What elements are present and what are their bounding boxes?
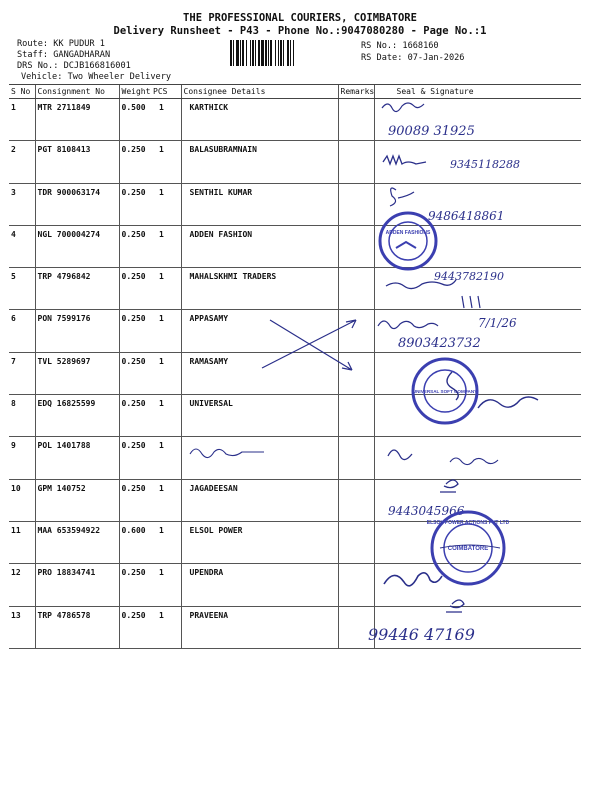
cell-consignment-no: PGT 8108413 <box>35 141 119 183</box>
cell-consignee: ELSOL POWER <box>181 521 338 563</box>
handwritten-phone-row-11: 9443045966 <box>388 504 465 518</box>
cell-pcs: 1 <box>151 268 181 310</box>
cell-pcs: 1 <box>151 606 181 648</box>
signature-row-12 <box>384 573 442 586</box>
cell-pcs: 1 <box>151 99 181 141</box>
cell-pcs: 1 <box>151 437 181 479</box>
staff-label: Staff: GANGADHARAN <box>17 50 111 60</box>
cell-pcs: 1 <box>151 183 181 225</box>
company-title: THE PROFESSIONAL COURIERS, COIMBATORE <box>183 12 417 24</box>
rs-number: RS No.: 1668160 <box>361 41 439 51</box>
cell-weight: 0.250 <box>119 395 151 437</box>
col-sno-header: S No <box>9 85 35 99</box>
cell-sno: 13 <box>9 606 35 648</box>
col-consignment-header: Consignment No <box>35 85 119 99</box>
cell-consignee: ADDEN FASHION <box>181 225 338 267</box>
cell-sno: 6 <box>9 310 35 352</box>
cell-pcs: 1 <box>151 141 181 183</box>
cell-pcs: 1 <box>151 479 181 521</box>
cell-weight: 0.250 <box>119 141 151 183</box>
cell-consignment-no: MTR 2711849 <box>35 99 119 141</box>
cell-consignment-no: TVL 5289697 <box>35 352 119 394</box>
route-label: Route: KK PUDUR 1 <box>17 39 105 49</box>
signature-row-1 <box>382 103 424 112</box>
stamp-adden-text: ADDEN FASHIONS <box>385 230 431 236</box>
cell-consignment-no: TRP 4786578 <box>35 606 119 648</box>
cell-weight: 0.250 <box>119 310 151 352</box>
cell-consignment-no: PON 7599176 <box>35 310 119 352</box>
cell-sno: 12 <box>9 564 35 606</box>
signature-row-2 <box>383 156 426 164</box>
cell-weight: 0.250 <box>119 352 151 394</box>
stamp-universal-text: UNIVERSAL SOFT COMPANY <box>412 389 478 394</box>
cell-sno: 3 <box>9 183 35 225</box>
cell-consignee: KARTHICK <box>181 99 338 141</box>
handwritten-phone-row-6: 8903423732 <box>398 336 481 351</box>
cell-consignee: APPASAMY <box>181 310 338 352</box>
cell-pcs: 1 <box>151 310 181 352</box>
cell-weight: 0.250 <box>119 225 151 267</box>
cell-consignee: MAHALSKHMI TRADERS <box>181 268 338 310</box>
cell-sno: 7 <box>9 352 35 394</box>
cell-consignee: JAGADEESAN <box>181 479 338 521</box>
cell-weight: 0.600 <box>119 521 151 563</box>
cell-weight: 0.250 <box>119 479 151 521</box>
cell-consignment-no: NGL 700004274 <box>35 225 119 267</box>
cell-weight: 0.250 <box>119 606 151 648</box>
stamp-elsol-city: COIMBATORE <box>447 546 489 552</box>
cell-weight: 0.250 <box>119 437 151 479</box>
signature-row-6 <box>378 321 438 329</box>
cell-sno: 9 <box>9 437 35 479</box>
cell-weight: 0.250 <box>119 564 151 606</box>
cell-pcs: 1 <box>151 521 181 563</box>
cell-sno: 5 <box>9 268 35 310</box>
cell-weight: 0.250 <box>119 268 151 310</box>
cell-consignment-no: TRP 4796842 <box>35 268 119 310</box>
cell-consignment-no: PRO 18834741 <box>35 564 119 606</box>
handwritten-phone-row-5: 9443782190 <box>434 270 504 283</box>
cell-consignee: PRAVEENA <box>181 606 338 648</box>
cell-pcs: 1 <box>151 225 181 267</box>
stamp-universal <box>413 359 477 423</box>
signature-row-7 <box>447 372 458 400</box>
cell-consignment-no: EDQ 16825599 <box>35 395 119 437</box>
col-weight-header: Weight <box>119 85 151 99</box>
cell-consignment-no: POL 1401788 <box>35 437 119 479</box>
stamp-elsol-text: ELSOL POWER ACTIONS PVT LTD <box>426 520 510 526</box>
signature-row-13 <box>446 600 464 612</box>
runsheet-title: Delivery Runsheet - P43 - Phone No.:9047080280 - Page No.:1 <box>113 25 487 37</box>
col-consignee-header: Consignee Details <box>181 85 338 99</box>
cell-sno: 1 <box>9 99 35 141</box>
handwritten-consignee-row-9 <box>190 449 264 458</box>
cell-pcs: 1 <box>151 395 181 437</box>
cell-consignment-no: GPM 140752 <box>35 479 119 521</box>
cell-consignee: UNIVERSAL <box>181 395 338 437</box>
cell-consignee: RAMASAMY <box>181 352 338 394</box>
cell-sno: 10 <box>9 479 35 521</box>
cell-consignee: SENTHIL KUMAR <box>181 183 338 225</box>
signature-row-10 <box>440 480 458 492</box>
cell-sno: 4 <box>9 225 35 267</box>
cell-pcs: 1 <box>151 564 181 606</box>
col-remarks-header: Remarks <box>338 85 374 99</box>
handwritten-phone-row-1: 90089 31925 <box>388 124 475 139</box>
stamp-adden-fashions <box>380 213 436 269</box>
rs-date: RS Date: 07-Jan-2026 <box>361 53 465 63</box>
cell-sno: 2 <box>9 141 35 183</box>
cross-mark <box>270 320 352 370</box>
drs-number: DRS No.: DCJB166816001 <box>17 61 131 71</box>
handwritten-date-row-6: 7/1/26 <box>478 316 517 330</box>
col-pcs-header: PCS <box>151 85 181 99</box>
handwritten-phone-row-13: 99446 47169 <box>368 625 475 644</box>
signature-row-3 <box>390 188 414 206</box>
signature-row-9 <box>388 450 412 460</box>
cell-weight: 0.250 <box>119 183 151 225</box>
cell-consignee: UPENDRA <box>181 564 338 606</box>
cell-consignee: BALASUBRAMNAIN <box>181 141 338 183</box>
signature-row-8 <box>478 397 538 408</box>
cell-sno: 8 <box>9 395 35 437</box>
handwritten-phone-row-3: 9486418861 <box>428 209 505 223</box>
cell-weight: 0.500 <box>119 99 151 141</box>
handwritten-phone-row-2: 9345118288 <box>450 158 520 171</box>
cell-consignment-no: MAA 653594922 <box>35 521 119 563</box>
cell-consignment-no: TDR 900063174 <box>35 183 119 225</box>
cell-pcs: 1 <box>151 352 181 394</box>
col-signature-header: Seal & Signature <box>374 85 581 99</box>
vehicle-label: Vehicle: Two Wheeler Delivery <box>21 72 172 82</box>
cell-sno: 11 <box>9 521 35 563</box>
